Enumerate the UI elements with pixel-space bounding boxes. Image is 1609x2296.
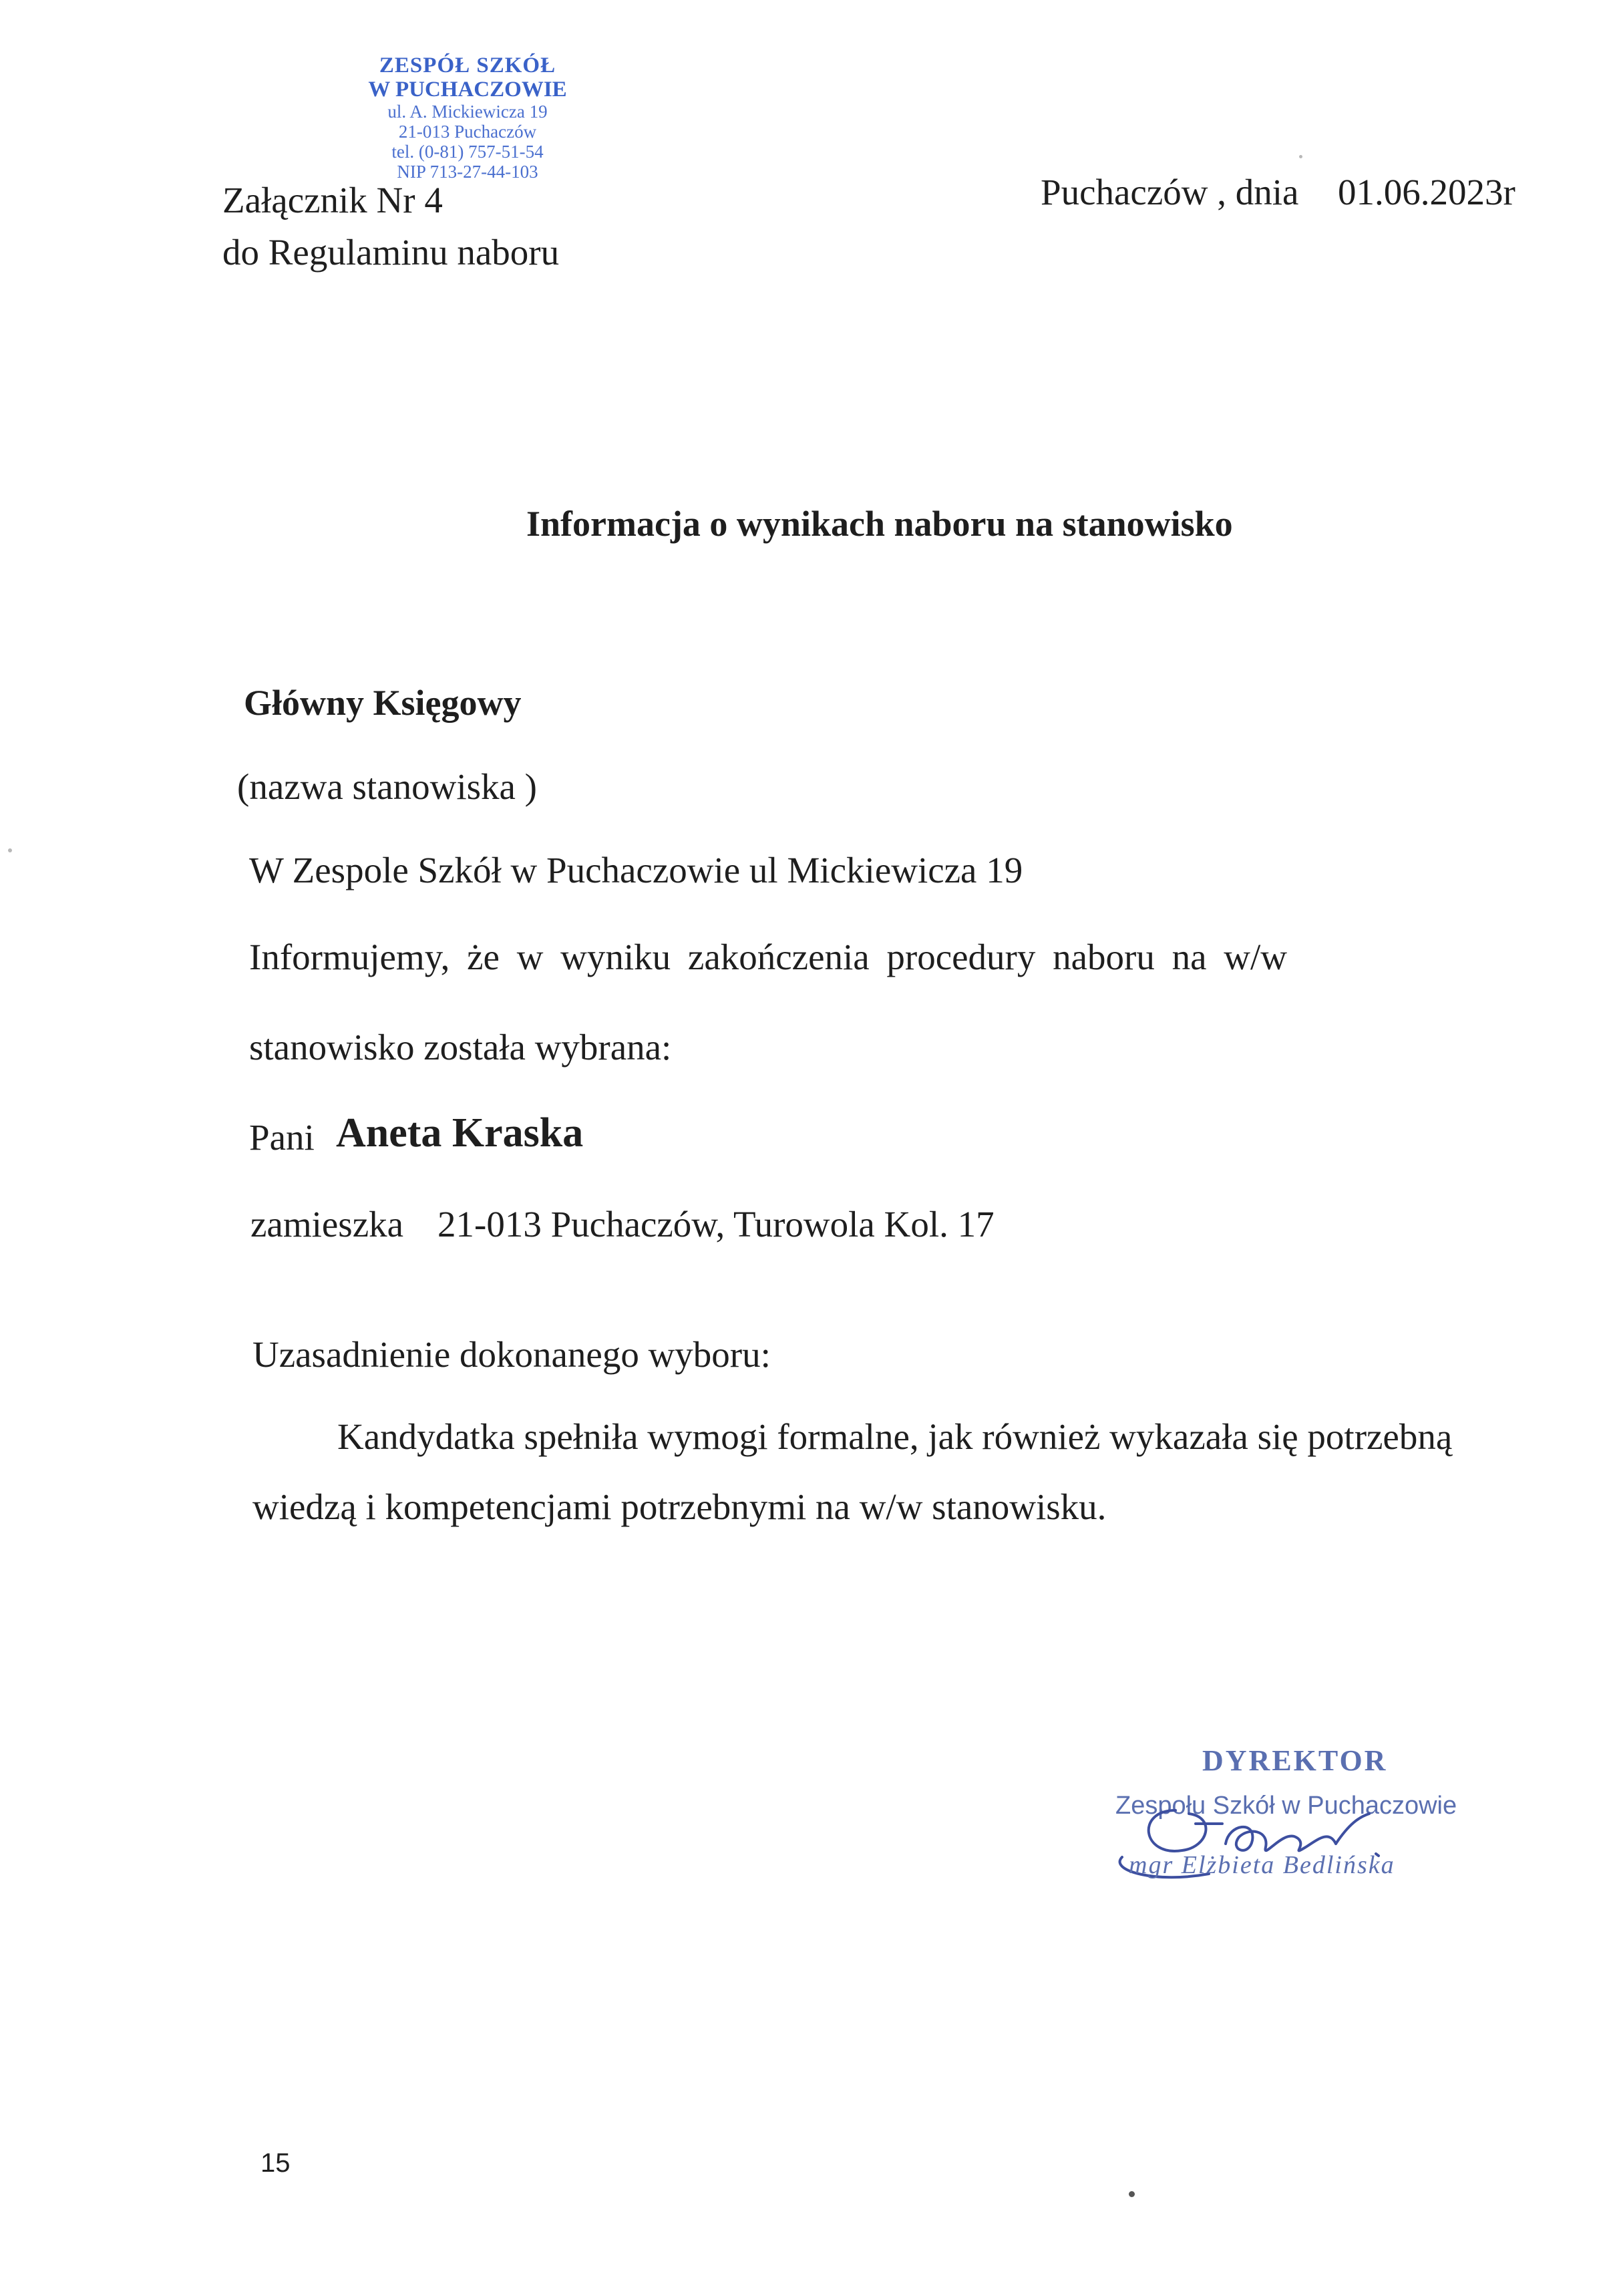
regulation-reference: do Regulaminu naboru <box>222 232 560 273</box>
position-name: Główny Księgowy <box>244 683 522 723</box>
document-title: Informacja o wynikach naboru na stanowisko <box>526 504 1233 544</box>
inform-line-2: stanowisko została wybrana: <box>249 1027 672 1068</box>
director-name: mgr Elżbieta Bedlińska <box>1129 1851 1395 1879</box>
page-number: 15 <box>260 2148 291 2178</box>
director-title: DYREKTOR <box>1202 1744 1388 1777</box>
stamp-line-4: 21-013 Puchaczów <box>398 122 537 142</box>
justification-title: Uzasadnienie dokonanego wyboru: <box>252 1334 771 1375</box>
justification-line-1: Kandydatka spełniła wymogi formalne, jak również wykazała się potrzebną <box>337 1416 1453 1457</box>
institution-line: W Zespole Szkół w Puchaczowie ul Mickiewicza 19 <box>249 850 1023 890</box>
scan-speck <box>1129 2191 1135 2197</box>
position-hint: (nazwa stanowiska ) <box>237 766 537 807</box>
residence-label: zamieszka <box>250 1204 404 1245</box>
stamp-line-2: W PUCHACZOWIE <box>368 77 567 102</box>
justification-line-2: wiedzą i kompetencjami potrzebnymi na w/w stanowisku. <box>252 1486 1107 1527</box>
candidate-name: Aneta Kraska <box>336 1110 584 1156</box>
salutation: Pani <box>249 1117 315 1158</box>
document-date: 01.06.2023r <box>1338 172 1515 212</box>
stamp-line-5: tel. (0-81) 757-51-54 <box>391 142 544 162</box>
inform-line-1: Informujemy, że w wyniku zakończenia procedury naboru na w/w <box>249 937 1287 977</box>
stamp-line-6: NIP 713-27-44-103 <box>397 162 538 182</box>
scan-speck <box>1299 155 1302 158</box>
stamp-line-3: ul. A. Mickiewicza 19 <box>387 102 548 122</box>
stamp-line-1: ZESPÓŁ SZKÓŁ <box>379 53 556 77</box>
place-date-label: Puchaczów , dnia <box>1041 172 1299 212</box>
residence-address: 21-013 Puchaczów, Turowola Kol. 17 <box>437 1204 995 1245</box>
director-school: Zespołu Szkół w Puchaczowie <box>1115 1792 1457 1820</box>
school-stamp <box>347 53 588 182</box>
attachment-number: Załącznik Nr 4 <box>222 180 443 220</box>
scan-speck <box>8 848 12 852</box>
